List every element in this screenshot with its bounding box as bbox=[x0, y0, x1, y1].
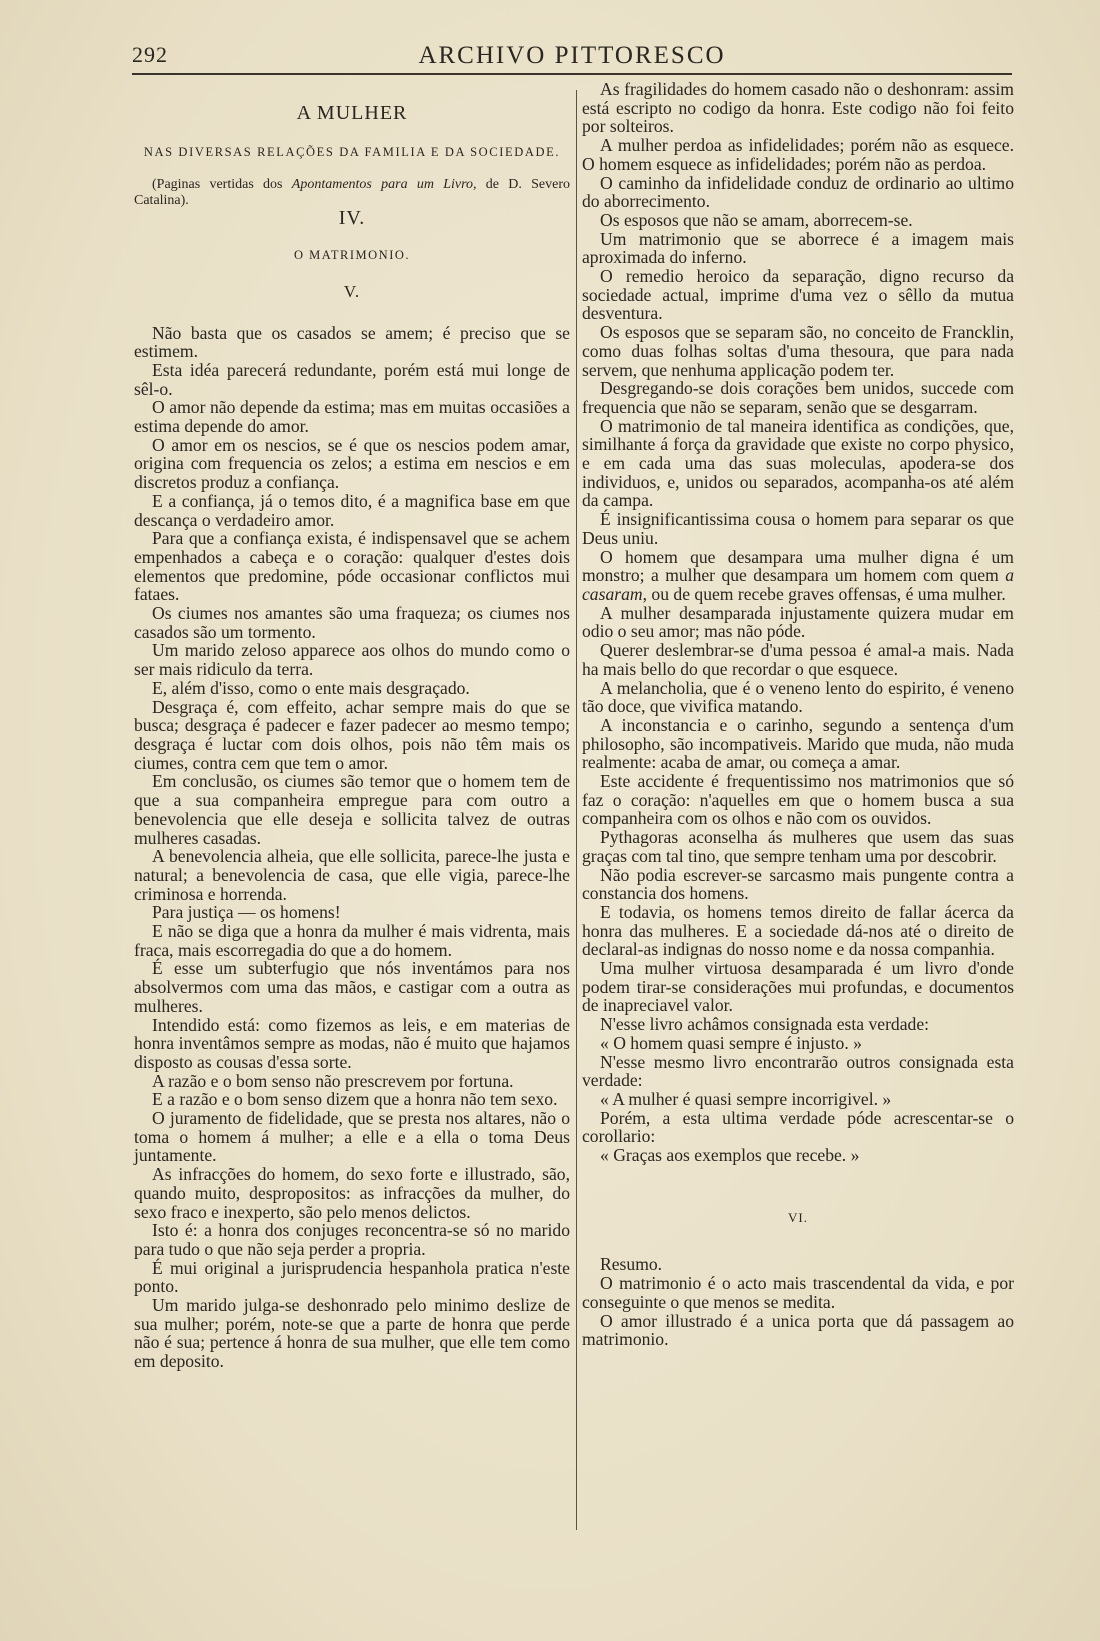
paragraph: O remedio heroico da separação, digno recurso da sociedade actual, imprime d'uma vez o sêllo da mutua desventura. bbox=[582, 266, 1014, 324]
paragraph: Intendido está: como fizemos as leis, e em materias de honra inventâmos sempre as modas, não é muito que hajamos disposto as cousas d'essa sorte. bbox=[134, 1014, 570, 1072]
journal-title: ARCHIVO PITTORESCO bbox=[418, 42, 726, 69]
header-rule bbox=[132, 73, 1012, 75]
source-note bbox=[134, 177, 570, 209]
paragraph: É esse um subterfugio que nós inventámos para nos absolvermos com uma das mãos, e castigar com a outra as mulheres. bbox=[134, 958, 570, 1016]
paragraph: Pythagoras aconselha ás mulheres que usem das suas graças com tal tino, que sempre tenham uma por descobrir. bbox=[582, 827, 1014, 866]
paragraph: O amor em os nescios, se é que os nescios podem amar, origina com frequencia os zelos; a estima em nescios e em discretos produz a confiança. bbox=[134, 434, 570, 493]
paragraph: A melancholia, que é o veneno lento do espirito, é veneno tão doce, que vivifica matando. bbox=[582, 677, 1014, 717]
paragraph: Porém, a esta ultima verdade póde acrescentar-se o corollario: bbox=[582, 1107, 1014, 1147]
source-book-title: Apontamentos para um Livro, bbox=[291, 177, 477, 193]
page-header bbox=[132, 42, 1012, 72]
paragraph: E a confiança, já o temos dito, é a magnifica base em que descança o verdadeiro amor. bbox=[134, 490, 570, 530]
paragraph: E não se diga que a honra da mulher é mais vidrenta, mais fraca, mais escorregadia do que a do homem. bbox=[134, 921, 570, 960]
paragraph: Para que a confiança exista, é indispensavel que se achem empenhados a cabeça e o coração: qualquer d'estes dois elementos que predomine, póde occasionar conflictos mui fataes. bbox=[134, 528, 570, 605]
paragraph: Não podia escrever-se sarcasmo mais pungente contra a constancia dos homens. bbox=[582, 864, 1014, 904]
paragraph: Não basta que os casados se amem; é preciso que se estimem. bbox=[134, 322, 570, 362]
paragraph: A mulher desamparada injustamente quizera mudar em odio o seu amor; mas não póde. bbox=[582, 602, 1014, 642]
resumo-heading: Resumo. bbox=[600, 1254, 663, 1275]
paragraph: O caminho da infidelidade conduz de ordinario ao ultimo do aborrecimento. bbox=[582, 172, 1014, 212]
quote: « O homem quasi sempre é injusto. » bbox=[600, 1032, 862, 1053]
page-number: 292 bbox=[132, 42, 168, 67]
paragraph: A benevolencia alheia, que elle sollicita, parece-lhe justa e natural; a benevolencia de casa, que elle vigia, parece-lhe criminosa e horrenda. bbox=[134, 846, 570, 904]
section-vi-number: VI. bbox=[788, 1209, 808, 1225]
paragraph: O matrimonio de tal maneira identifica as condições, que, similhante á força da gravidade que existe no corpo physico, e em cada uma das suas moleculas, apodera-se dos individuos, e, unidos ou separados, acompanha-os até além da campa. bbox=[582, 415, 1014, 511]
paragraph: E todavia, os homens temos direito de fallar ácerca da honra das mulheres. E a sociedade dá-nos até o direito de declaral-as indignas do nosso nome e da nossa companhia. bbox=[582, 901, 1014, 960]
paragraph: É insignificantissima cousa o homem para separar os que Deus uniu. bbox=[582, 509, 1014, 548]
paragraph: Desgraça é, com effeito, achar sempre mais do que se busca; desgraça é padecer e fazer padecer ao mesmo tempo; desgraça é luctar com dois olhos, pois não têm mais os ciumes, contra cem que tem o amor. bbox=[134, 696, 570, 773]
chapter-number: IV. bbox=[338, 207, 366, 230]
quote: « A mulher é quasi sempre incorrigivel. » bbox=[600, 1088, 892, 1109]
source-suffix: de D. Severo Catalina). bbox=[134, 177, 571, 209]
paragraph: As fragilidades do homem casado não o deshonram: assim está escripto no codigo da honra. Este codigo não foi feito por solteiros. bbox=[582, 79, 1014, 137]
paragraph: O juramento de fidelidade, que se presta nos altares, não o toma o homem á mulher; a elle e a ella o toma Deus juntamente. bbox=[134, 1108, 570, 1166]
paragraph: Um marido zeloso apparece aos olhos do mundo como o ser mais ridiculo da terra. bbox=[134, 640, 570, 680]
paragraph: E a razão e o bom senso dizem que a honra não tem sexo. bbox=[152, 1089, 558, 1110]
paragraph: A razão e o bom senso não prescrevem por fortuna. bbox=[152, 1070, 514, 1091]
paragraph-part: , ou de quem recebe graves offensas, é uma mulher. bbox=[642, 583, 1006, 604]
paragraph: Um marido julga-se deshonrado pelo minimo deslize de sua mulher; porém, note-se que a parte de honra que perde não é sua; pertence á honra de sua mulher, que elle tem como em deposito. bbox=[134, 1295, 570, 1372]
paragraph: É mui original a jurisprudencia hespanhola pratica n'este ponto. bbox=[134, 1257, 570, 1297]
paragraph: N'esse mesmo livro encontrarão outros consignada esta verdade: bbox=[582, 1051, 1014, 1091]
paragraph: Desgregando-se dois corações bem unidos, succede com frequencia que não se separam, senão que se desgarram. bbox=[582, 378, 1014, 417]
paragraph: O matrimonio é o acto mais trascendental da vida, e por conseguinte o que menos se medita. bbox=[582, 1273, 1014, 1312]
column-divider bbox=[576, 90, 577, 1530]
paragraph-italic: a casaram bbox=[582, 565, 1014, 604]
left-column bbox=[134, 80, 570, 1371]
paragraph: Isto é: a honra dos conjuges reconcentra-se só no marido para tudo o que não seja perder a propria. bbox=[134, 1220, 570, 1259]
paragraph: Os esposos que se separam são, no conceito de Francklin, como duas folhas soltas d'uma thesoura, que para nada servem, que nenhuma applicação podem ter. bbox=[582, 322, 1014, 380]
paragraph: Em conclusão, os ciumes são temor que o homem tem de que a sua companheira empregue para com outro a benevolencia que elle deseja e sollicita talvez de outras mulheres casadas. bbox=[134, 771, 570, 848]
paragraph: As infracções do homem, do sexo forte e illustrado, são, quando muito, despropositos: as infracções da mulher, do sexo fraco e inexperto, são pelo menos delictos. bbox=[134, 1164, 570, 1222]
paragraph: Um matrimonio que se aborrece é a imagem mais aproximada do inferno. bbox=[582, 228, 1014, 268]
paragraph: A inconstancia e o carinho, segundo a sentença d'um philosopho, são incompativeis. Marido que muda, não muda realmente: acaba de amar, ou começa a amar. bbox=[582, 714, 1014, 773]
article-title: A MULHER bbox=[296, 102, 408, 124]
paragraph: O amor não depende da estima; mas em muitas occasiões a estima depende do amor. bbox=[134, 397, 570, 437]
paragraph: E, além d'isso, como o ente mais desgraçado. bbox=[152, 677, 470, 698]
paragraph: Os esposos que não se amam, aborrecem-se. bbox=[600, 209, 913, 230]
paragraph: Para justiça — os homens! bbox=[152, 902, 341, 923]
section-number: V. bbox=[343, 281, 361, 301]
paragraph: Os ciumes nos amantes são uma fraqueza; os ciumes nos casados são um tormento. bbox=[134, 603, 570, 642]
paragraph-part: O homem que desampara uma mulher digna é um monstro; a mulher que desampara um homem com quem bbox=[582, 546, 1014, 586]
chapter-title: O MATRIMONIO. bbox=[293, 248, 411, 263]
paragraph: Querer deslembrar-se d'uma pessoa é amal-a mais. Nada ha mais bello do que recordar o que esquece. bbox=[582, 640, 1014, 679]
right-column bbox=[582, 80, 1014, 1349]
article-subtitle: NAS DIVERSAS RELAÇÕES DA FAMILIA E DA SOCIEDADE. bbox=[143, 144, 561, 159]
paragraph: O amor illustrado é a unica porta que dá passagem ao matrimonio. bbox=[582, 1310, 1014, 1350]
paragraph: A mulher perdoa as infidelidades; porém não as esquece. O homem esquece as infidelidades; porém não as perdoa. bbox=[582, 135, 1014, 174]
paragraph bbox=[582, 548, 1014, 604]
paragraph: Uma mulher virtuosa desamparada é um livro d'onde podem tirar-se considerações mui profundas, e documentos de inapreciavel valor. bbox=[582, 958, 1014, 1016]
quote: « Graças aos exemplos que recebe. » bbox=[600, 1145, 860, 1166]
paragraph: N'esse livro achâmos consignada esta verdade: bbox=[600, 1014, 930, 1035]
paragraph: Este accidente é frequentissimo nos matrimonios que só faz o coração: n'aquelles em que o homem busca a sua companheira com os olhos e não com os ouvidos. bbox=[582, 771, 1014, 829]
source-prefix: (Paginas vertidas dos bbox=[152, 177, 292, 193]
paragraph: Esta idéa parecerá redundante, porém está mui longe de sêl-o. bbox=[134, 359, 570, 399]
